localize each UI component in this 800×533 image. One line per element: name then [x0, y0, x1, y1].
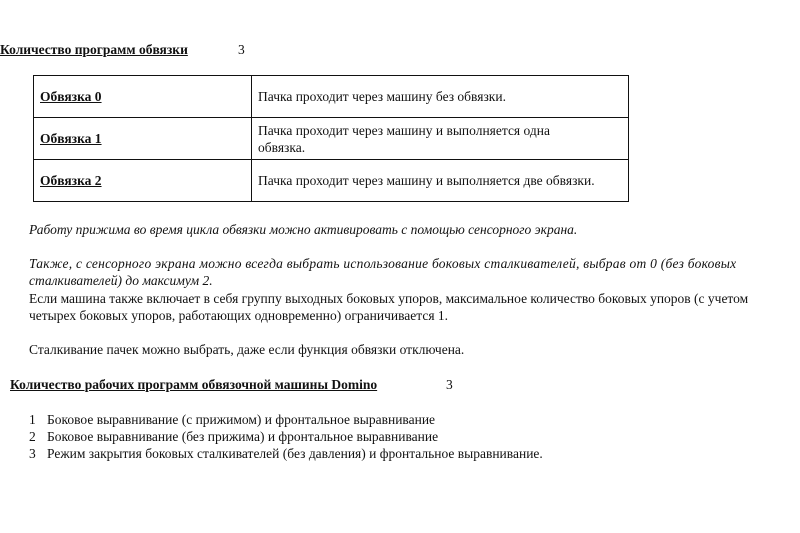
paragraph-stops-line1: Если машина также включает в себя группу выходных боковых упоров, максимальное количество боковых упоров (с учетом — [29, 291, 749, 306]
binding-programs-count: 3 — [238, 42, 245, 57]
paragraph-clamp-info: Работу прижима во время цикла обвязки можно активировать с помощью сенсорного экрана. — [29, 222, 578, 237]
program-name: Обвязка 0 — [34, 76, 252, 118]
list-item-number: 3 — [29, 446, 36, 461]
list-item-text: Боковое выравнивание (без прижима) и фронтальное выравнивание — [47, 429, 439, 444]
list-item — [29, 429, 438, 445]
list-item-text: Боковое выравнивание (с прижимом) и фронтальное выравнивание — [47, 412, 436, 427]
table-row — [34, 160, 629, 202]
list-item — [29, 412, 435, 428]
paragraph-pushing-info: Сталкивание пачек можно выбрать, даже если функция обвязки отключена. — [29, 342, 465, 357]
list-item-number: 2 — [29, 429, 36, 444]
program-description: Пачка проходит через машину без обвязки. — [252, 76, 629, 118]
program-description — [252, 118, 629, 160]
table-row — [34, 118, 629, 160]
paragraph-stops-line2: четырех боковых упоров, работающих одновременно) ограничивается 1. — [29, 308, 449, 323]
program-description-text: Пачка проходит через машину и выполняется одна обвязка. — [258, 122, 550, 155]
domino-programs-count: 3 — [446, 377, 453, 392]
program-name: Обвязка 1 — [34, 118, 252, 160]
program-name: Обвязка 2 — [34, 160, 252, 202]
paragraph-pushers-line1: Также, с сенсорного экрана можно всегда выбрать использование боковых сталкивателей, выбрав от 0 (без боковых — [29, 256, 737, 271]
list-item-text: Режим закрытия боковых сталкивателей (без давления) и фронтальное выравнивание. — [47, 446, 543, 461]
list-item-number: 1 — [29, 412, 36, 427]
binding-programs-table — [33, 75, 629, 202]
section-heading-binding-programs: Количество программ обвязки — [0, 42, 188, 57]
section-heading-domino-programs: Количество рабочих программ обвязочной машины Domino — [10, 377, 378, 392]
list-item — [29, 446, 543, 462]
paragraph-pushers-line2: сталкивателей) до максимум 2. — [29, 273, 213, 288]
program-description: Пачка проходит через машину и выполняется две обвязки. — [252, 160, 629, 202]
table-row — [34, 76, 629, 118]
